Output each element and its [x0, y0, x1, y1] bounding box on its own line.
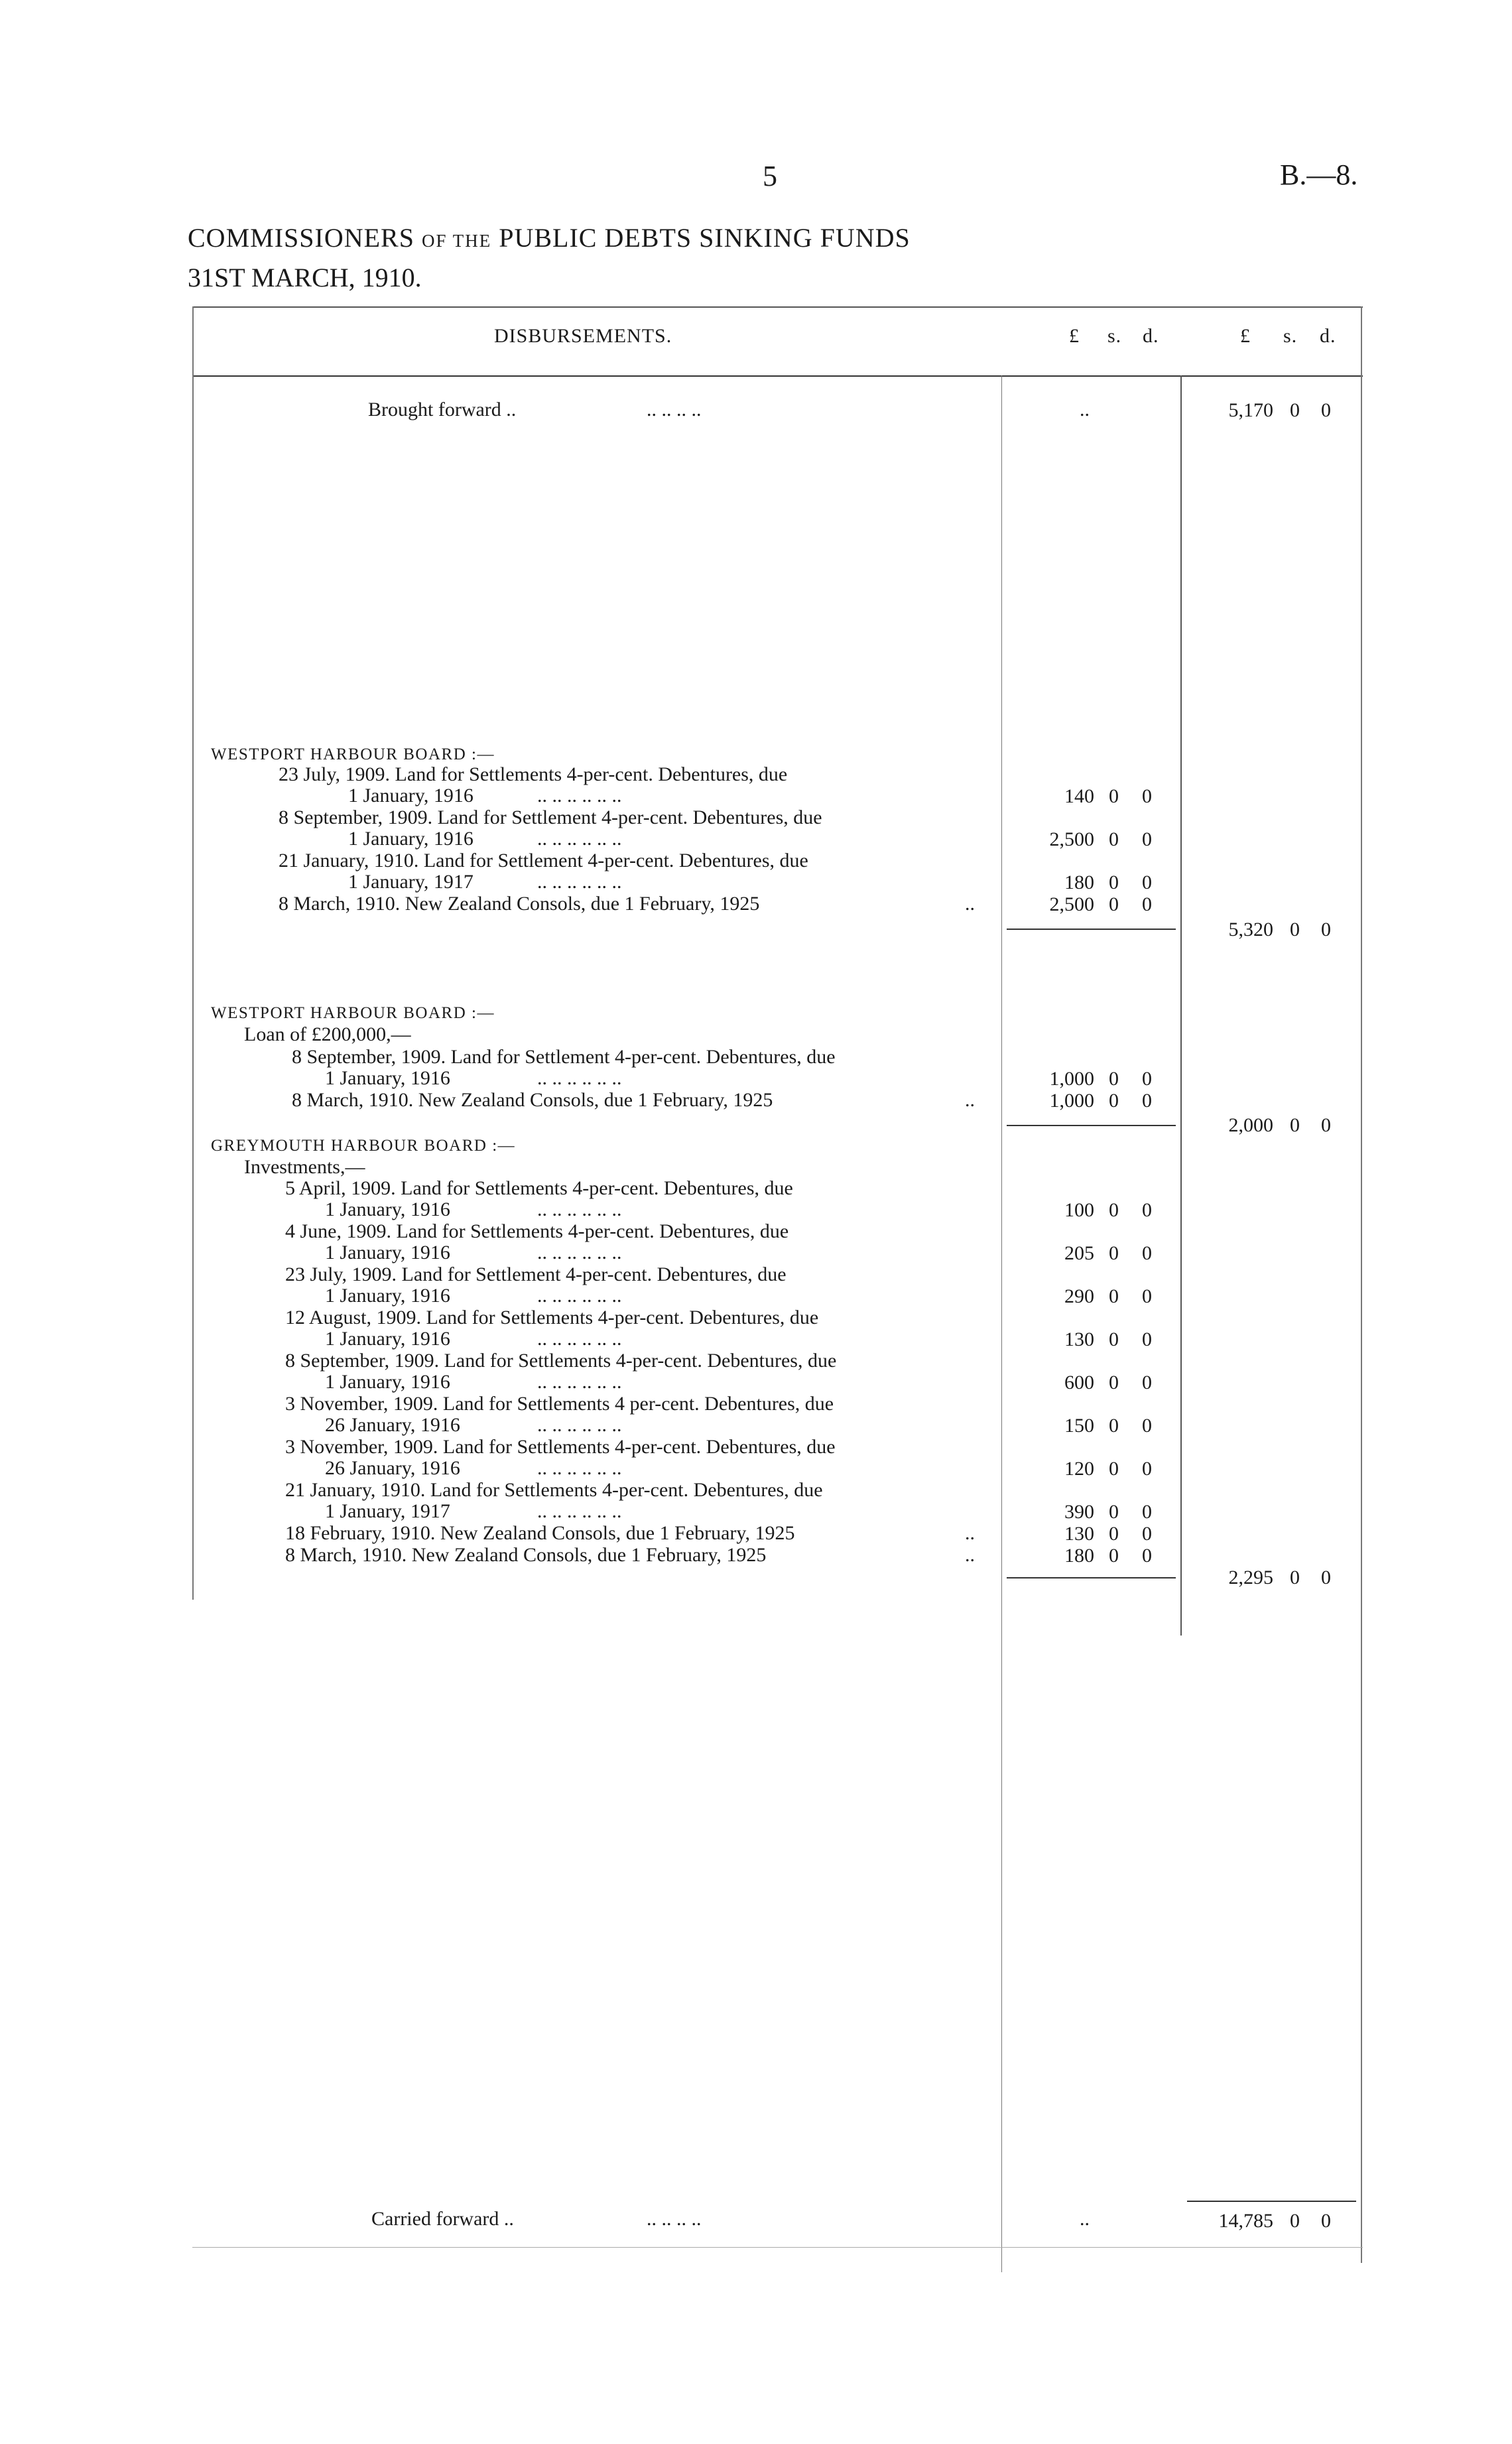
col1-divider	[1001, 375, 1002, 2272]
entry-pence: 0	[1142, 1523, 1152, 1545]
entry-leader-dots: .. .. .. .. .. ..	[537, 871, 622, 893]
entry-shillings: 0	[1109, 1285, 1119, 1307]
header-bottom-rule	[192, 375, 1363, 377]
westport-2-total: 2,000	[1228, 1114, 1273, 1136]
brought-forward-dots: .. .. .. ..	[647, 399, 702, 420]
carried-forward-label: Carried forward ..	[371, 2208, 514, 2230]
entry-description: 4 June, 1909. Land for Settlements 4-per-cent. Debentures, due	[285, 1220, 789, 1242]
carried-forward-s: 0	[1290, 2210, 1300, 2232]
brought-forward-amount: 5,170	[1228, 399, 1273, 421]
entry-amount: 2,500	[1049, 828, 1094, 850]
entry-leader-dots: .. .. .. .. .. ..	[537, 1242, 622, 1263]
entry-due-date: 1 January, 1916	[325, 1198, 450, 1220]
entry-due-date: 1 January, 1917	[325, 1500, 450, 1522]
table-top-rule	[192, 306, 1363, 308]
entry-amount: 130	[1064, 1328, 1094, 1350]
entry-due-date: 1 January, 1916	[325, 1067, 450, 1089]
westport-1-total-d: 0	[1321, 919, 1331, 940]
entry-shillings: 0	[1109, 828, 1119, 850]
entry-shillings: 0	[1109, 1199, 1119, 1221]
brought-forward-d: 0	[1321, 399, 1331, 421]
entry-description: 21 January, 1910. Land for Settlements 4-per-cent. Debentures, due	[285, 1479, 823, 1501]
carried-forward-d: 0	[1321, 2210, 1331, 2232]
entry-description: 8 September, 1909. Land for Settlements 4-per-cent. Debentures, due	[285, 1350, 837, 1372]
entry-due-date: 26 January, 1916	[325, 1414, 460, 1436]
entry-pence: 0	[1142, 1372, 1152, 1393]
entry-amount: 100	[1064, 1199, 1094, 1221]
entry-pence: 0	[1142, 1545, 1152, 1567]
brought-forward-label: Brought forward ..	[368, 399, 517, 420]
entry-description: 8 March, 1910. New Zealand Consols, due 1 February, 1925	[292, 1089, 773, 1111]
right-border	[1361, 306, 1362, 2263]
entry-description: 8 March, 1910. New Zealand Consols, due 1 February, 1925	[279, 893, 760, 915]
entry-description: 3 November, 1909. Land for Settlements 4 per-cent. Debentures, due	[285, 1393, 834, 1415]
entry-leader-dots: .. .. .. .. .. ..	[537, 1328, 622, 1350]
entry-amount: 290	[1064, 1285, 1094, 1307]
entry-description: 8 September, 1909. Land for Settlement 4-per-cent. Debentures, due	[279, 806, 822, 828]
westport-2-total-s: 0	[1290, 1114, 1300, 1136]
entry-amount: 205	[1064, 1242, 1094, 1264]
date-part-b: 1910.	[361, 263, 422, 292]
entry-shillings: 0	[1109, 785, 1119, 807]
title-part-b: OF THE	[421, 231, 492, 251]
entry-shillings: 0	[1109, 1068, 1119, 1090]
entry-description: 23 July, 1909. Land for Settlements 4-per-cent. Debentures, due	[279, 763, 788, 785]
entry-leader-dots: .. .. .. .. .. ..	[537, 1371, 622, 1393]
document-reference: B.—8.	[1280, 159, 1358, 191]
entry-pence: 0	[1142, 1285, 1152, 1307]
entry-pence: 0	[1142, 1199, 1152, 1221]
carried-forward-amount: 14,785	[1218, 2210, 1273, 2232]
entry-due-date: 1 January, 1916	[348, 785, 473, 806]
entry-amount: 120	[1064, 1458, 1094, 1480]
greymouth-total: 2,295	[1228, 1567, 1273, 1588]
entry-pence: 0	[1142, 871, 1152, 893]
entry-shillings: 0	[1109, 1415, 1119, 1437]
page-number: 5	[763, 160, 777, 192]
entry-due-date: 1 January, 1916	[348, 828, 473, 850]
entry-shillings: 0	[1109, 1501, 1119, 1523]
entry-shillings: 0	[1109, 1328, 1119, 1350]
col2-shilling-header: s.	[1283, 325, 1298, 347]
entry-pence: 0	[1142, 1242, 1152, 1264]
col2-divider	[1180, 375, 1182, 1636]
entry-description: 8 March, 1910. New Zealand Consols, due 1 February, 1925	[285, 1544, 767, 1566]
entry-due-date: 1 January, 1916	[325, 1285, 450, 1307]
entry-shillings: 0	[1109, 1458, 1119, 1480]
entry-pence: 0	[1142, 893, 1152, 915]
entry-pence: 0	[1142, 1328, 1152, 1350]
entry-shillings: 0	[1109, 1090, 1119, 1112]
entry-due-date: 1 January, 1916	[325, 1242, 450, 1263]
title-part-a: COMMISSIONERS	[188, 223, 414, 253]
brought-forward-s: 0	[1290, 399, 1300, 421]
col2-pence-header: d.	[1320, 325, 1336, 347]
entry-due-date: 1 January, 1917	[348, 871, 473, 893]
entry-description: 18 February, 1910. New Zealand Consols, due 1 February, 1925	[285, 1522, 795, 1544]
entry-due-date: 1 January, 1916	[325, 1371, 450, 1393]
entry-amount: 390	[1064, 1501, 1094, 1523]
entry-due-date: 26 January, 1916	[325, 1457, 460, 1479]
entry-shillings: 0	[1109, 893, 1119, 915]
greymouth-subheading: Investments,—	[244, 1156, 365, 1178]
col1-shilling-header: s.	[1107, 325, 1122, 347]
left-border	[192, 306, 194, 1600]
entry-leader-dots: .. .. .. .. .. ..	[537, 1457, 622, 1479]
col1-pence-header: d.	[1143, 325, 1159, 347]
westport-2-total-d: 0	[1321, 1114, 1331, 1136]
entry-description: 23 July, 1909. Land for Settlement 4-per-cent. Debentures, due	[285, 1263, 787, 1285]
entry-description: 5 April, 1909. Land for Settlements 4-per-cent. Debentures, due	[285, 1177, 793, 1199]
entry-description: 21 January, 1910. Land for Settlement 4-per-cent. Debentures, due	[279, 850, 808, 871]
entry-amount: 180	[1064, 871, 1094, 893]
entry-shillings: 0	[1109, 1523, 1119, 1545]
entry-leader-dots: ..	[965, 893, 975, 915]
date-part-a: 31ST MARCH,	[188, 263, 355, 292]
greymouth-total-s: 0	[1290, 1567, 1300, 1588]
entry-leader-dots: ..	[965, 1089, 975, 1111]
entry-amount: 2,500	[1049, 893, 1094, 915]
entry-due-date: 1 January, 1916	[325, 1328, 450, 1350]
brought-forward-col1: ..	[1080, 399, 1090, 420]
col1-pound-header: £	[1069, 325, 1080, 347]
entry-shillings: 0	[1109, 871, 1119, 893]
entry-amount: 130	[1064, 1523, 1094, 1545]
westport-harbour-heading-1: WESTPORT HARBOUR BOARD :—	[211, 745, 495, 763]
entry-leader-dots: .. .. .. .. .. ..	[537, 1198, 622, 1220]
entry-shillings: 0	[1109, 1242, 1119, 1264]
document-date	[188, 262, 422, 293]
document-title	[188, 222, 911, 253]
westport-1-total: 5,320	[1228, 919, 1273, 940]
entry-description: 3 November, 1909. Land for Settlements 4-per-cent. Debentures, due	[285, 1436, 836, 1458]
greymouth-subtotal-rule	[1007, 1577, 1176, 1578]
entry-amount: 150	[1064, 1415, 1094, 1437]
entry-leader-dots: .. .. .. .. .. ..	[537, 1500, 622, 1522]
entry-leader-dots: .. .. .. .. .. ..	[537, 828, 622, 850]
entry-pence: 0	[1142, 1458, 1152, 1480]
entry-leader-dots: .. .. .. .. .. ..	[537, 1414, 622, 1436]
entry-leader-dots: .. .. .. .. .. ..	[537, 785, 622, 806]
entry-amount: 1,000	[1049, 1068, 1094, 1090]
greymouth-total-d: 0	[1321, 1567, 1331, 1588]
entry-pence: 0	[1142, 828, 1152, 850]
entry-pence: 0	[1142, 1501, 1152, 1523]
greymouth-harbour-heading: GREYMOUTH HARBOUR BOARD :—	[211, 1137, 516, 1155]
disbursements-header: DISBURSEMENTS.	[494, 325, 672, 347]
entry-pence: 0	[1142, 1068, 1152, 1090]
westport-harbour-heading-2: WESTPORT HARBOUR BOARD :—	[211, 1004, 495, 1022]
entry-amount: 180	[1064, 1545, 1094, 1567]
entry-leader-dots: .. .. .. .. .. ..	[537, 1285, 622, 1307]
entry-pence: 0	[1142, 1090, 1152, 1112]
entry-leader-dots: ..	[965, 1544, 975, 1566]
entry-amount: 600	[1064, 1372, 1094, 1393]
title-part-c: PUBLIC DEBTS SINKING FUNDS	[499, 223, 911, 253]
entry-amount: 140	[1064, 785, 1094, 807]
westport-2-subtotal-rule	[1007, 1125, 1176, 1126]
westport-2-subheading: Loan of £200,000,—	[244, 1023, 411, 1045]
entry-description: 8 September, 1909. Land for Settlement 4-per-cent. Debentures, due	[292, 1046, 836, 1068]
entry-shillings: 0	[1109, 1372, 1119, 1393]
westport-1-subtotal-rule	[1007, 929, 1176, 930]
entry-leader-dots: .. .. .. .. .. ..	[537, 1067, 622, 1089]
col2-pound-header: £	[1240, 325, 1251, 347]
entry-leader-dots: ..	[965, 1522, 975, 1544]
table-bottom-rule	[192, 2247, 1363, 2248]
entry-shillings: 0	[1109, 1545, 1119, 1567]
entry-description: 12 August, 1909. Land for Settlements 4-per-cent. Debentures, due	[285, 1307, 819, 1328]
entry-amount: 1,000	[1049, 1090, 1094, 1112]
entry-pence: 0	[1142, 785, 1152, 807]
westport-1-total-s: 0	[1290, 919, 1300, 940]
entry-pence: 0	[1142, 1415, 1152, 1437]
carried-forward-dots: .. .. .. ..	[647, 2208, 702, 2230]
carried-forward-rule	[1187, 2201, 1356, 2202]
carried-forward-col1: ..	[1080, 2208, 1090, 2230]
